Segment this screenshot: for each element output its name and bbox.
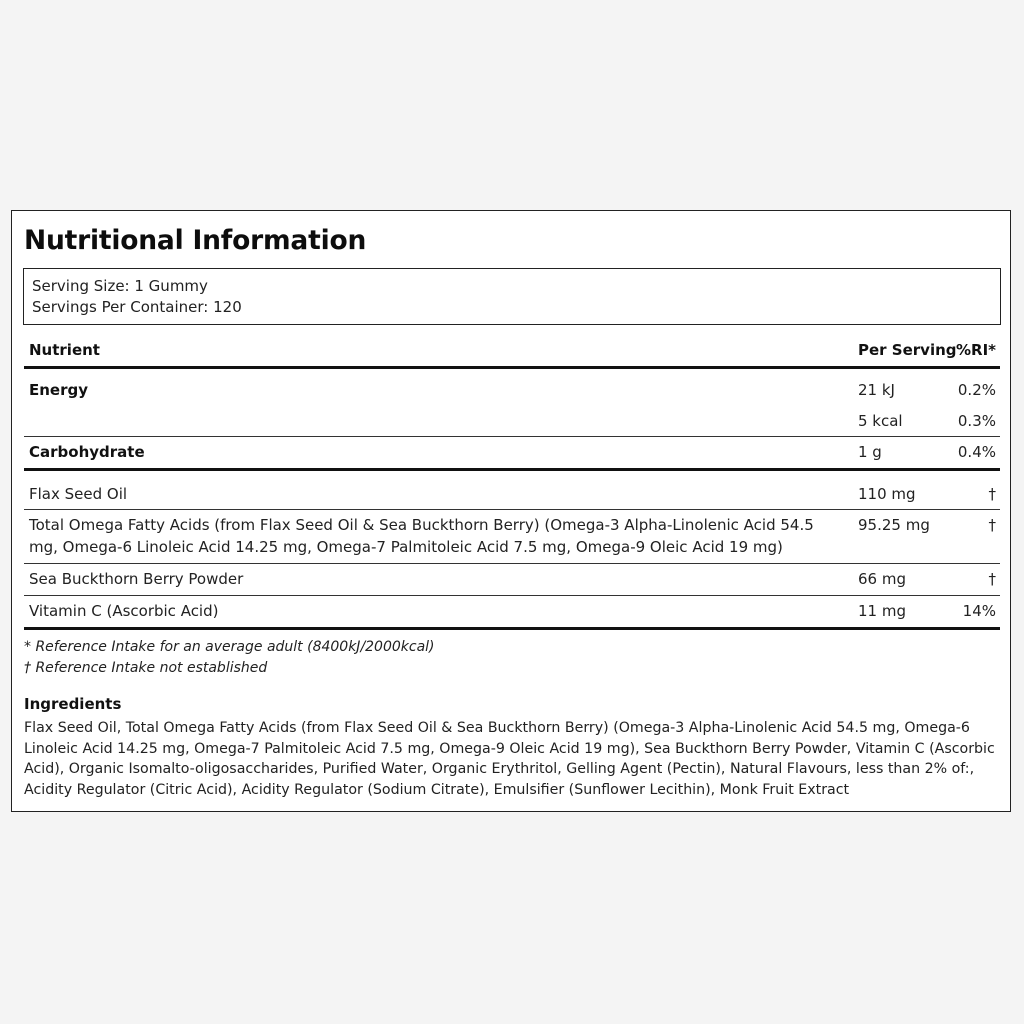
nutrient-amount: 1 g [858,443,882,461]
table-row-energy [24,369,1000,437]
footnote-reference-intake: * Reference Intake for an average adult (8400kJ/2000kcal) [24,639,435,655]
nutrient-name: Flax Seed Oil [29,485,128,503]
footnote-not-established: † Reference Intake not established [24,660,268,676]
nutrient-ri: 0.3% [957,412,996,430]
nutrient-amount: 66 mg [858,570,906,588]
nutrient-ri: 0.4% [957,443,996,461]
header-nutrient: Nutrient [29,341,100,359]
table-row-vitamin-c [24,596,1000,630]
table-row-sea-buckthorn [24,564,1000,596]
nutrient-name: Sea Buckthorn Berry Powder [29,570,244,588]
table-row-omega-fatty-acids [24,510,1000,564]
ingredients-heading: Ingredients [24,695,122,713]
nutrient-table [24,335,1000,630]
nutrient-amount: 21 kJ [858,381,895,399]
nutrient-name: Carbohydrate [29,443,145,461]
nutrient-name: Energy [29,381,89,399]
nutrient-amount: 110 mg [858,485,916,503]
nutrient-name: Total Omega Fatty Acids (from Flax Seed Oil & Sea Buckthorn Berry) (Omega-3 Alpha-Linolenic Acid 54.5 mg, Omega-6 Linoleic Acid 14.25 mg, Omega-7 Palmitoleic Acid 7.5 mg, Omega-9 Oleic Acid 19 mg) [29,516,814,556]
nutrient-ri: † [988,516,996,534]
serving-info-box [23,268,1001,325]
nutrient-ri: 14% [962,602,996,620]
ingredients-text: Flax Seed Oil, Total Omega Fatty Acids (from Flax Seed Oil & Sea Buckthorn Berry) (Omega-3 Alpha-Linolenic Acid 54.5 mg, Omega-6 Linoleic Acid 14.25 mg, Omega-7 Palmitoleic Acid 7.5 mg, Omega-9 Oleic Acid 19 mg), Sea Buckthorn Berry Powder, Vitamin C (Ascorbic Acid), Organic Isomalto-oligosaccharides, Purified Water, Organic Erythritol, Gelling Agent (Pectin), Natural Flavours, less than 2% of:, Acidity Regulator (Citric Acid), Acidity Regulator (Sodium Citrate), Emulsifier (Sunflower Lecithin), Monk Fruit Extract [24,720,995,799]
table-row-carbohydrate [24,437,1000,471]
header-ri: %RI* [955,341,996,359]
nutrient-ri: 0.2% [957,381,996,399]
nutrient-amount: 95.25 mg [858,516,930,534]
nutrient-amount: 11 mg [858,602,906,620]
nutrient-amount: 5 kcal [858,412,903,430]
nutrient-name: Vitamin C (Ascorbic Acid) [29,602,219,620]
servings-per-container: Servings Per Container: 120 [32,298,242,316]
panel-title: Nutritional Information [24,225,367,256]
table-row-flax-seed-oil [24,471,1000,510]
table-header [24,335,1000,369]
nutrient-ri: † [988,485,996,503]
nutrition-panel [11,210,1011,812]
nutrient-ri: † [988,570,996,588]
header-per-serving: Per Serving [858,341,957,359]
serving-size: Serving Size: 1 Gummy [32,277,208,295]
